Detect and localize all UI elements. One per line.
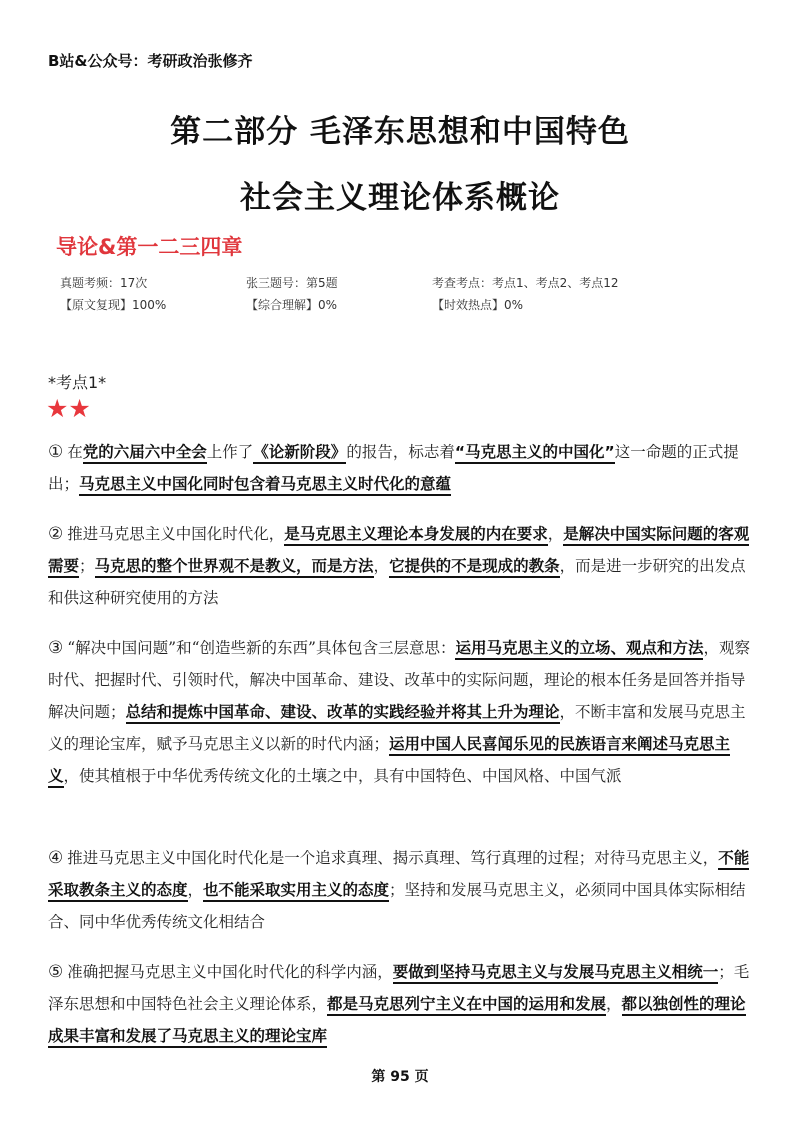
item-text: ， [373,557,390,575]
stat-key-points: 考查考点：考点1、考点2、考点12 [432,276,619,290]
exam-stats [60,272,760,316]
list-item [48,842,760,938]
key-phrase: 是马克思主义理论本身发展的内在要求 [284,525,548,546]
page-title-line-1: 第二部分 毛泽东思想和中国特色 [170,114,630,150]
item-text: 准确把握马克思主义中国化时代化的科学内涵， [67,963,393,981]
stat-question-number: 张三题号：第5题 [246,276,338,290]
item-text: ， [187,881,204,899]
item-text: ，而是进一步研究的出发点和供这种研究使用的方法 [48,557,746,607]
stats-row [60,294,760,316]
key-phrase: 运用中国人民喜闻乐见的民族语言来阐述马克思主义 [48,735,730,788]
key-phrase: 运用马克思主义的立场、观点和方法 [455,639,703,660]
chapter-heading: 导论&第一二三四章 [56,235,243,259]
item-text: ， [547,525,564,543]
stat-hot-topic: 【时效热点】0% [432,298,524,312]
item-text: 推进马克思主义中国化时代化， [67,525,285,543]
item-number: ④ [48,848,64,868]
key-phrase: 是解决中国实际问题的客观需要 [48,525,749,578]
key-phrase: 不能采取教条主义的态度 [48,849,749,902]
item-text: ；坚持和发展马克思主义，必须同中国具体实际相结合、同中华优秀传统文化相结合 [48,881,746,931]
key-phrase: 马克思的整个世界观不是教义，而是方法 [95,557,374,578]
stat-original-text: 【原文复现】100% [60,298,167,312]
list-item [48,632,760,792]
item-text: ， [606,995,622,1013]
list-item [48,436,760,500]
importance-stars: ★★ [46,394,91,423]
item-text: ，不断丰富和发展马克思主义的理论宝库，赋予马克思主义以新的时代内涵； [48,703,746,753]
item-text: 上作了 [206,443,254,461]
item-text: ； [79,557,95,575]
item-text: ；毛泽东思想和中国特色社会主义理论体系， [48,963,750,1013]
item-number: ① [48,442,64,462]
stats-row [60,272,760,294]
list-item [48,956,760,1052]
item-text: 在 [67,443,83,461]
page-title-line-2: 社会主义理论体系概论 [240,180,560,216]
list-item [48,518,760,614]
key-phrase: 都以独创性的理论成果丰富和发展了马克思主义的理论宝库 [48,995,746,1048]
item-number: ③ [48,638,64,658]
stat-comprehension: 【综合理解】0% [246,298,338,312]
key-phrase: “马克思主义的中国化” [455,443,615,464]
item-text: 这一命题的正式提出； [48,443,739,493]
stat-frequency: 真题考频：17次 [60,276,148,290]
item-text: 的报告，标志着 [346,443,455,461]
item-text: ，观察时代、把握时代、引领时代，解决中国革命、建设、改革中的实际问题，理论的根本任务是回答并指导解决问题； [48,639,750,721]
key-point-label: *考点1* [48,373,107,392]
item-number: ⑤ [48,962,64,982]
item-text: “解决中国问题”和“创造些新的东西”具体包含三层意思： [67,639,456,657]
source-tag: B站&公众号：考研政治张修齐 [48,52,253,70]
item-text: ，使其植根于中华优秀传统文化的土壤之中，具有中国特色、中国风格、中国气派 [63,767,622,785]
item-text: 推进马克思主义中国化时代化是一个追求真理、揭示真理、笃行真理的过程；对待马克思主义， [67,849,719,867]
key-phrase: 要做到坚持马克思主义与发展马克思主义相统一 [393,963,719,984]
item-number: ② [48,524,64,544]
page-number: 第 95 页 [371,1069,429,1085]
key-phrase: 都是马克思列宁主义在中国的运用和发展 [327,995,606,1016]
key-phrase: 《论新阶段》 [253,443,346,464]
key-phrase: 党的六届六中全会 [83,443,207,464]
key-phrase: 总结和提炼中国革命、建设、改革的实践经验并将其上升为理论 [126,703,560,724]
key-phrase: 马克思主义中国化同时包含着马克思主义时代化的意蕴 [79,475,451,496]
key-phrase: 它提供的不是现成的教条 [389,557,560,578]
key-phrase: 也不能采取实用主义的态度 [203,881,389,902]
